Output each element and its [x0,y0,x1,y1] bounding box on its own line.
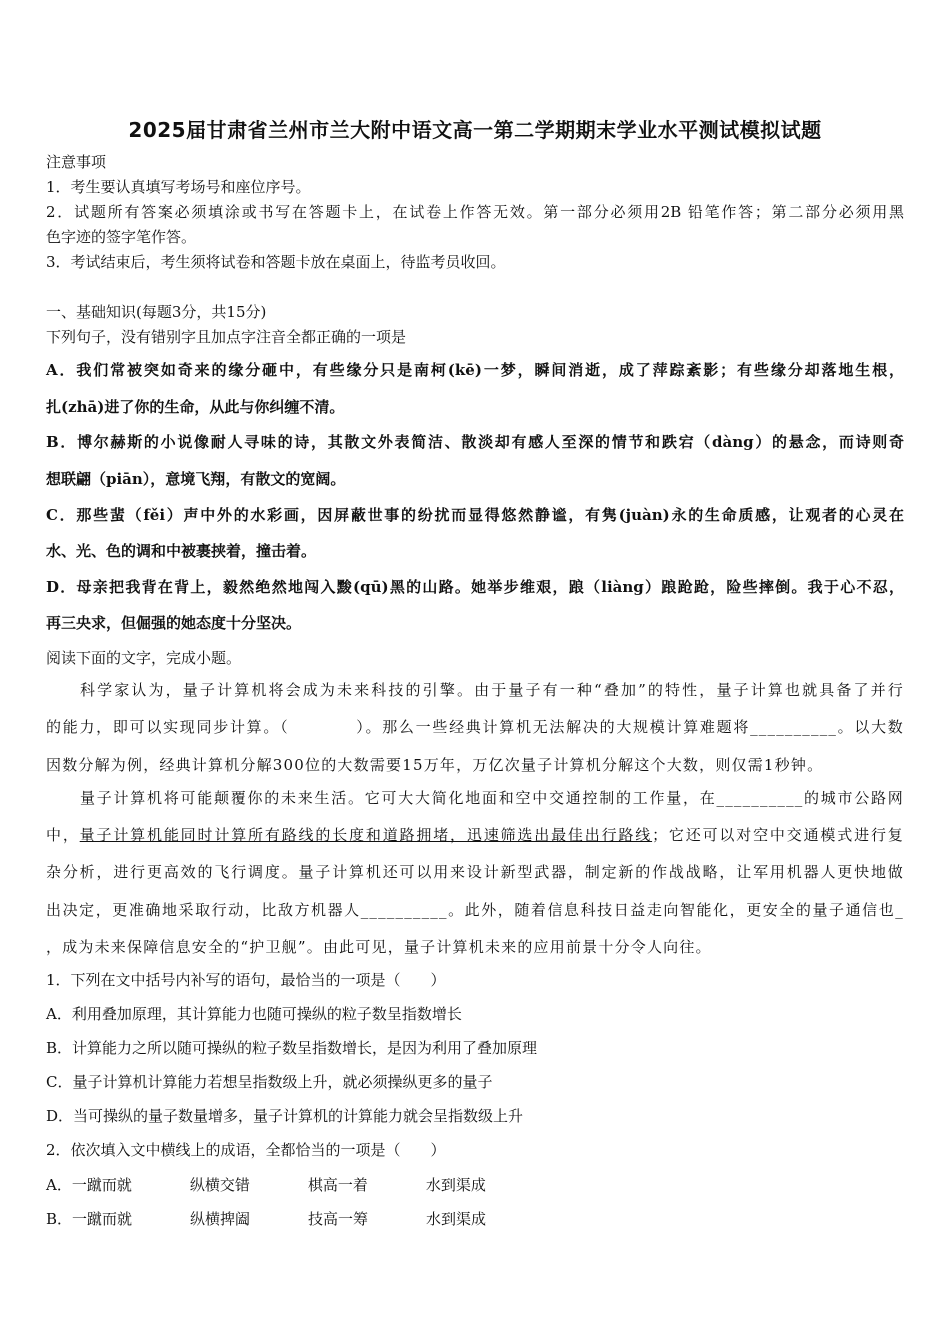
notice-item: 色字迹的签字笔作答。 [46,228,197,246]
idiom: 技高一筹 [308,1210,369,1228]
idiom: 水到渠成 [425,1176,486,1194]
passage-line: 因数分解为例，经典计算机分解300位的大数需要15万年，万亿次量子计算机分解这个大数，则仅需1秒钟。 [46,756,824,774]
passage-line: ，成为未来保障信息安全的“护卫舰”。由此可见，量子计算机未来的应用前景十分令人向往。 [46,938,712,956]
idiom: 一蹴而就 [71,1176,132,1194]
option-d-line2: 再三央求，但倔强的她态度十分坚决。 [46,614,302,632]
option-label: A． [46,1176,72,1194]
notice-item: 1．考生要认真填写考场号和座位序号。 [46,178,311,196]
idiom: 纵横交错 [189,1176,250,1194]
passage-line [46,825,904,845]
question-stem: 下列句子，没有错别字且加点字注音全都正确的一项是 [46,328,407,346]
q2-stem: 2．依次填入文中横线上的成语，全都恰当的一项是（ ） [46,1141,446,1159]
reading-intro: 阅读下面的文字，完成小题。 [46,649,242,667]
passage-line: 出决定，更准确地采取行动，比敌方机器人__________。此外，随着信息科技日益走向智能化，更安全的量子通信也_ [46,901,904,919]
option-d-line1: D．母亲把我背在背上，毅然绝然地闯入黢(qū)黑的山路。她举步维艰，踉（liàng）踉跄跄，险些摔倒。我于心不忍， [46,578,904,596]
passage-line: 量子计算机将可能颠覆你的未来生活。它可大大简化地面和空中交通控制的工作量，在__________的城市公路网 [80,789,904,807]
section-heading: 一、基础知识(每题3分，共15分) [46,303,267,321]
notice-heading: 注意事项 [46,153,107,171]
passage-line: 杂分析，进行更高效的飞行调度。量子计算机还可以用来设计新型武器，制定新的作战战略，让军用机器人更快地做 [46,863,904,881]
option-label: B． [46,1210,73,1228]
option-a-line1: A．我们常被突如奇来的缘分砸中，有些缘分只是南柯(kē)一梦，瞬间消逝，成了萍踪紊影；有些缘分却落地生根， [46,361,904,379]
passage-line: 科学家认为，量子计算机将会成为未来科技的引擎。由于量子有一种“叠加”的特性，量子计算也就具备了并行 [80,681,904,699]
q1-option-a: A．利用叠加原理，其计算能力也随可操纵的粒子数呈指数增长 [46,1005,462,1023]
idiom: 棋高一着 [307,1176,368,1194]
passage-text: 中， [46,826,80,844]
option-c-line2: 水、光、色的调和中被裹挟着，撞击着。 [46,542,317,560]
q2-option-b [46,1209,486,1229]
idiom: 水到渠成 [426,1210,487,1228]
q1-option-d: D．当可操纵的量子数量增多，量子计算机的计算能力就会呈指数级上升 [46,1107,524,1125]
option-b-line1: B．博尔赫斯的小说像耐人寻味的诗，其散文外表简洁、散淡却有感人至深的情节和跌宕（dàng）的悬念，而诗则奇 [46,433,904,451]
underlined-sentence: 量子计算机能同时计算所有路线的长度和道路拥堵，迅速筛选出最佳出行路线 [79,826,653,844]
exam-title: 2025届甘肃省兰州市兰大附中语文高一第二学期期末学业水平测试模拟试题 [128,118,822,142]
option-c-line1: C．那些蜚（fěi）声中外的水彩画，因屏蔽世事的纷扰而显得悠然静谧，有隽(juàn)永的生命质感，让观者的心灵在 [46,506,904,524]
idiom: 纵横捭阖 [190,1210,251,1228]
option-a-line2: 扎(zhā)进了你的生命，从此与你纠缠不清。 [46,398,345,416]
passage-line: 的能力，即可以实现同步计算。（ ）。那么一些经典计算机无法解决的大规模计算难题将__________。以大数 [46,718,904,736]
q1-option-b: B．计算能力之所以随可操纵的粒子数呈指数增长，是因为利用了叠加原理 [46,1039,538,1057]
idiom: 一蹴而就 [72,1210,133,1228]
q1-option-c: C．量子计算机计算能力若想呈指数级上升，就必须操纵更多的量子 [46,1073,493,1091]
q2-option-a [46,1175,486,1195]
q1-stem: 1．下列在文中括号内补写的语句，最恰当的一项是（ ） [46,971,446,989]
passage-text: ；它还可以对空中交通模式进行复 [652,826,904,844]
notice-item: 2．试题所有答案必须填涂或书写在答题卡上，在试卷上作答无效。第一部分必须用2B 铅笔作答；第二部分必须用黑 [46,203,904,221]
option-b-line2: 想联翩（piān），意境飞翔，有散文的宽阔。 [46,470,346,488]
notice-item: 3．考试结束后，考生须将试卷和答题卡放在桌面上，待监考员收回。 [46,253,506,271]
